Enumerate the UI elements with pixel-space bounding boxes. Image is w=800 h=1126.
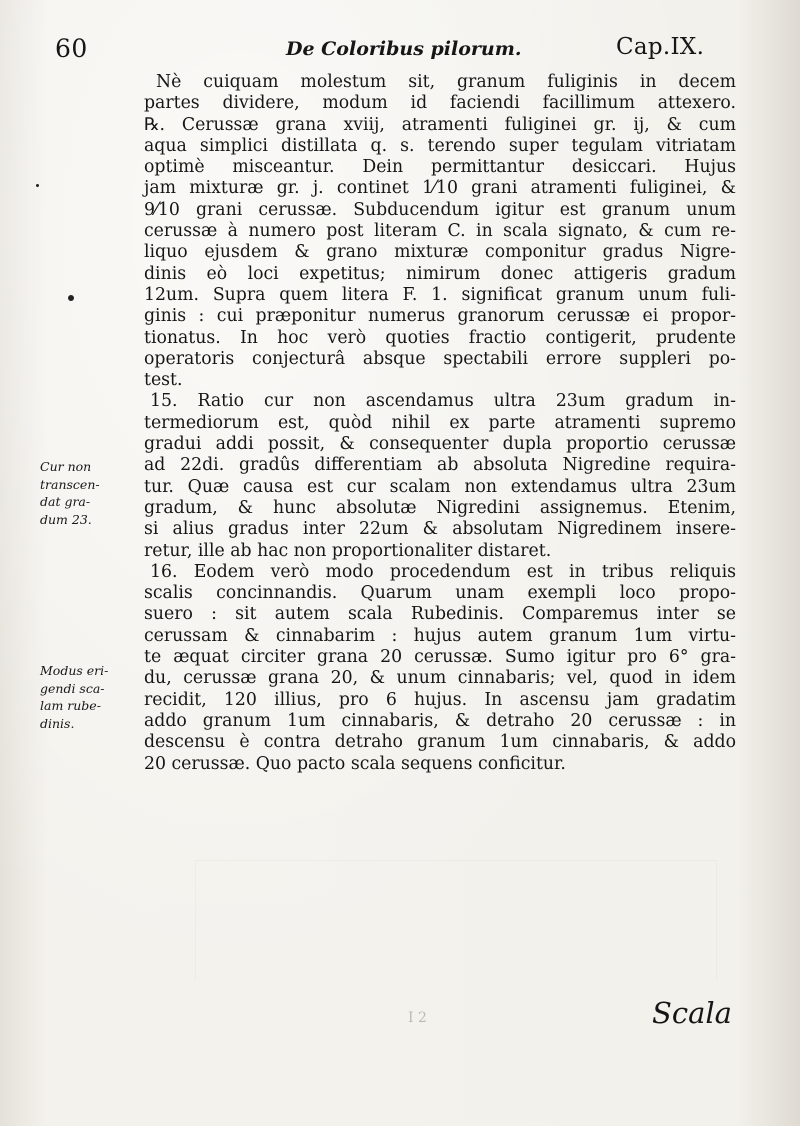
text-line: scalis concinnandis. Quarum unam exempli loco propo- xyxy=(144,583,736,604)
text-line: te æquat circiter grana 20 cerussæ. Sumo igitur pro 6° gra- xyxy=(144,647,736,668)
text-line: aqua simplici distillata q. s. terendo super tegulam vitriatam xyxy=(144,135,736,156)
text-line: addo granum 1um cinnabaris, & detraho 20 cerussæ : in xyxy=(144,710,736,731)
margin-note-line: dum 23. xyxy=(40,511,92,527)
text-line: ad 22di. gradûs differentiam ab absoluta Nigredine requira- xyxy=(144,455,736,476)
text-line: dinis eò loci expetitus; nimirum donec attigeris gradum xyxy=(144,263,736,284)
margin-note-line: gendi sca- xyxy=(40,680,105,696)
catchword: Scala xyxy=(652,996,732,1030)
ink-spot xyxy=(36,184,39,187)
text-line: jam mixturæ gr. j. continet 1⁄10 grani atramenti fuliginei, & xyxy=(144,178,736,199)
text-line: tionatus. In hoc verò quoties fractio contigerit, prudente xyxy=(144,327,736,348)
text-line: cerussam & cinnabarim : hujus autem granum 1um virtu- xyxy=(144,625,736,646)
bleed-through-table-shadow xyxy=(195,860,717,981)
text-line: suero : sit autem scala Rubedinis. Comparemus inter se xyxy=(144,604,736,625)
margin-note-line: dinis. xyxy=(40,715,75,731)
text-line: ℞. Cerussæ grana xviij, atramenti fuliginei gr. ij, & cum xyxy=(144,114,736,135)
text-line: Nè cuiquam molestum sit, granum fuliginis in decem xyxy=(156,72,736,92)
text-line: cerussæ à numero post literam C. in scala signato, & cum re- xyxy=(144,221,736,242)
margin-note-scala-rubedinis xyxy=(40,662,132,732)
text-line: operatoris conjecturâ absque spectabili errore suppleri po- xyxy=(144,348,736,369)
margin-note-transcendat xyxy=(40,458,132,528)
text-line: termediorum est, quòd nihil ex parte atramenti supremo xyxy=(144,412,736,433)
text-line: 12um. Supra quem litera F. 1. significat granum unum fuli- xyxy=(144,284,736,305)
text-line: 9⁄10 grani cerussæ. Subducendum igitur est granum unum xyxy=(144,199,736,220)
text-line: descensu è contra detraho granum 1um cinnabaris, & addo xyxy=(144,732,736,753)
text-line: test. xyxy=(144,370,183,391)
text-line: liquo ejusdem & grano mixturæ componitur gradus Nigre- xyxy=(144,242,736,263)
text-line: partes dividere, modum id faciendi facillimum attexero. xyxy=(144,93,736,114)
signature-mark: I 2 xyxy=(408,1010,427,1026)
text-line: si alius gradus inter 22um & absolutam Nigredinem insere- xyxy=(144,519,736,540)
body-text xyxy=(144,72,736,775)
text-line: tur. Quæ causa est cur scalam non extendamus ultra 23um xyxy=(144,476,736,497)
text-line: recidit, 120 illius, pro 6 hujus. In ascensu jam gradatim xyxy=(144,689,736,710)
margin-note-line: Modus eri- xyxy=(40,663,109,678)
running-title: De Coloribus pilorum. xyxy=(286,38,522,60)
margin-note-line: dat gra- xyxy=(40,494,91,509)
text-line: gradum, & hunc absolutæ Nigredini assignemus. Etenim, xyxy=(144,497,736,518)
text-line: ginis : cui præponitur numerus granorum cerussæ ei propor- xyxy=(144,306,736,327)
margin-note-line: transcen- xyxy=(40,476,100,492)
text-line: 16. Eodem verò modo procedendum est in tribus reliquis xyxy=(150,561,736,582)
margin-note-line: lam rube- xyxy=(40,698,101,713)
text-line: optimè misceantur. Dein permittantur desiccari. Hujus xyxy=(144,157,736,178)
text-line: 20 cerussæ. Quo pacto scala sequens conficitur. xyxy=(144,753,566,774)
ink-spot xyxy=(68,295,74,301)
text-line: retur, ille ab hac non proportionaliter distaret. xyxy=(144,540,552,561)
text-line: du, cerussæ grana 20, & unum cinnabaris; vel, quod in idem xyxy=(144,668,736,689)
text-line: 15. Ratio cur non ascendamus ultra 23um gradum in- xyxy=(150,391,736,412)
page-number: 60 xyxy=(55,34,88,63)
text-line: gradui addi possit, & consequenter dupla proportio cerussæ xyxy=(144,434,736,455)
margin-note-line: Cur non xyxy=(40,459,92,474)
page-header xyxy=(0,34,800,64)
chapter-label: Cap.IX. xyxy=(616,34,705,60)
